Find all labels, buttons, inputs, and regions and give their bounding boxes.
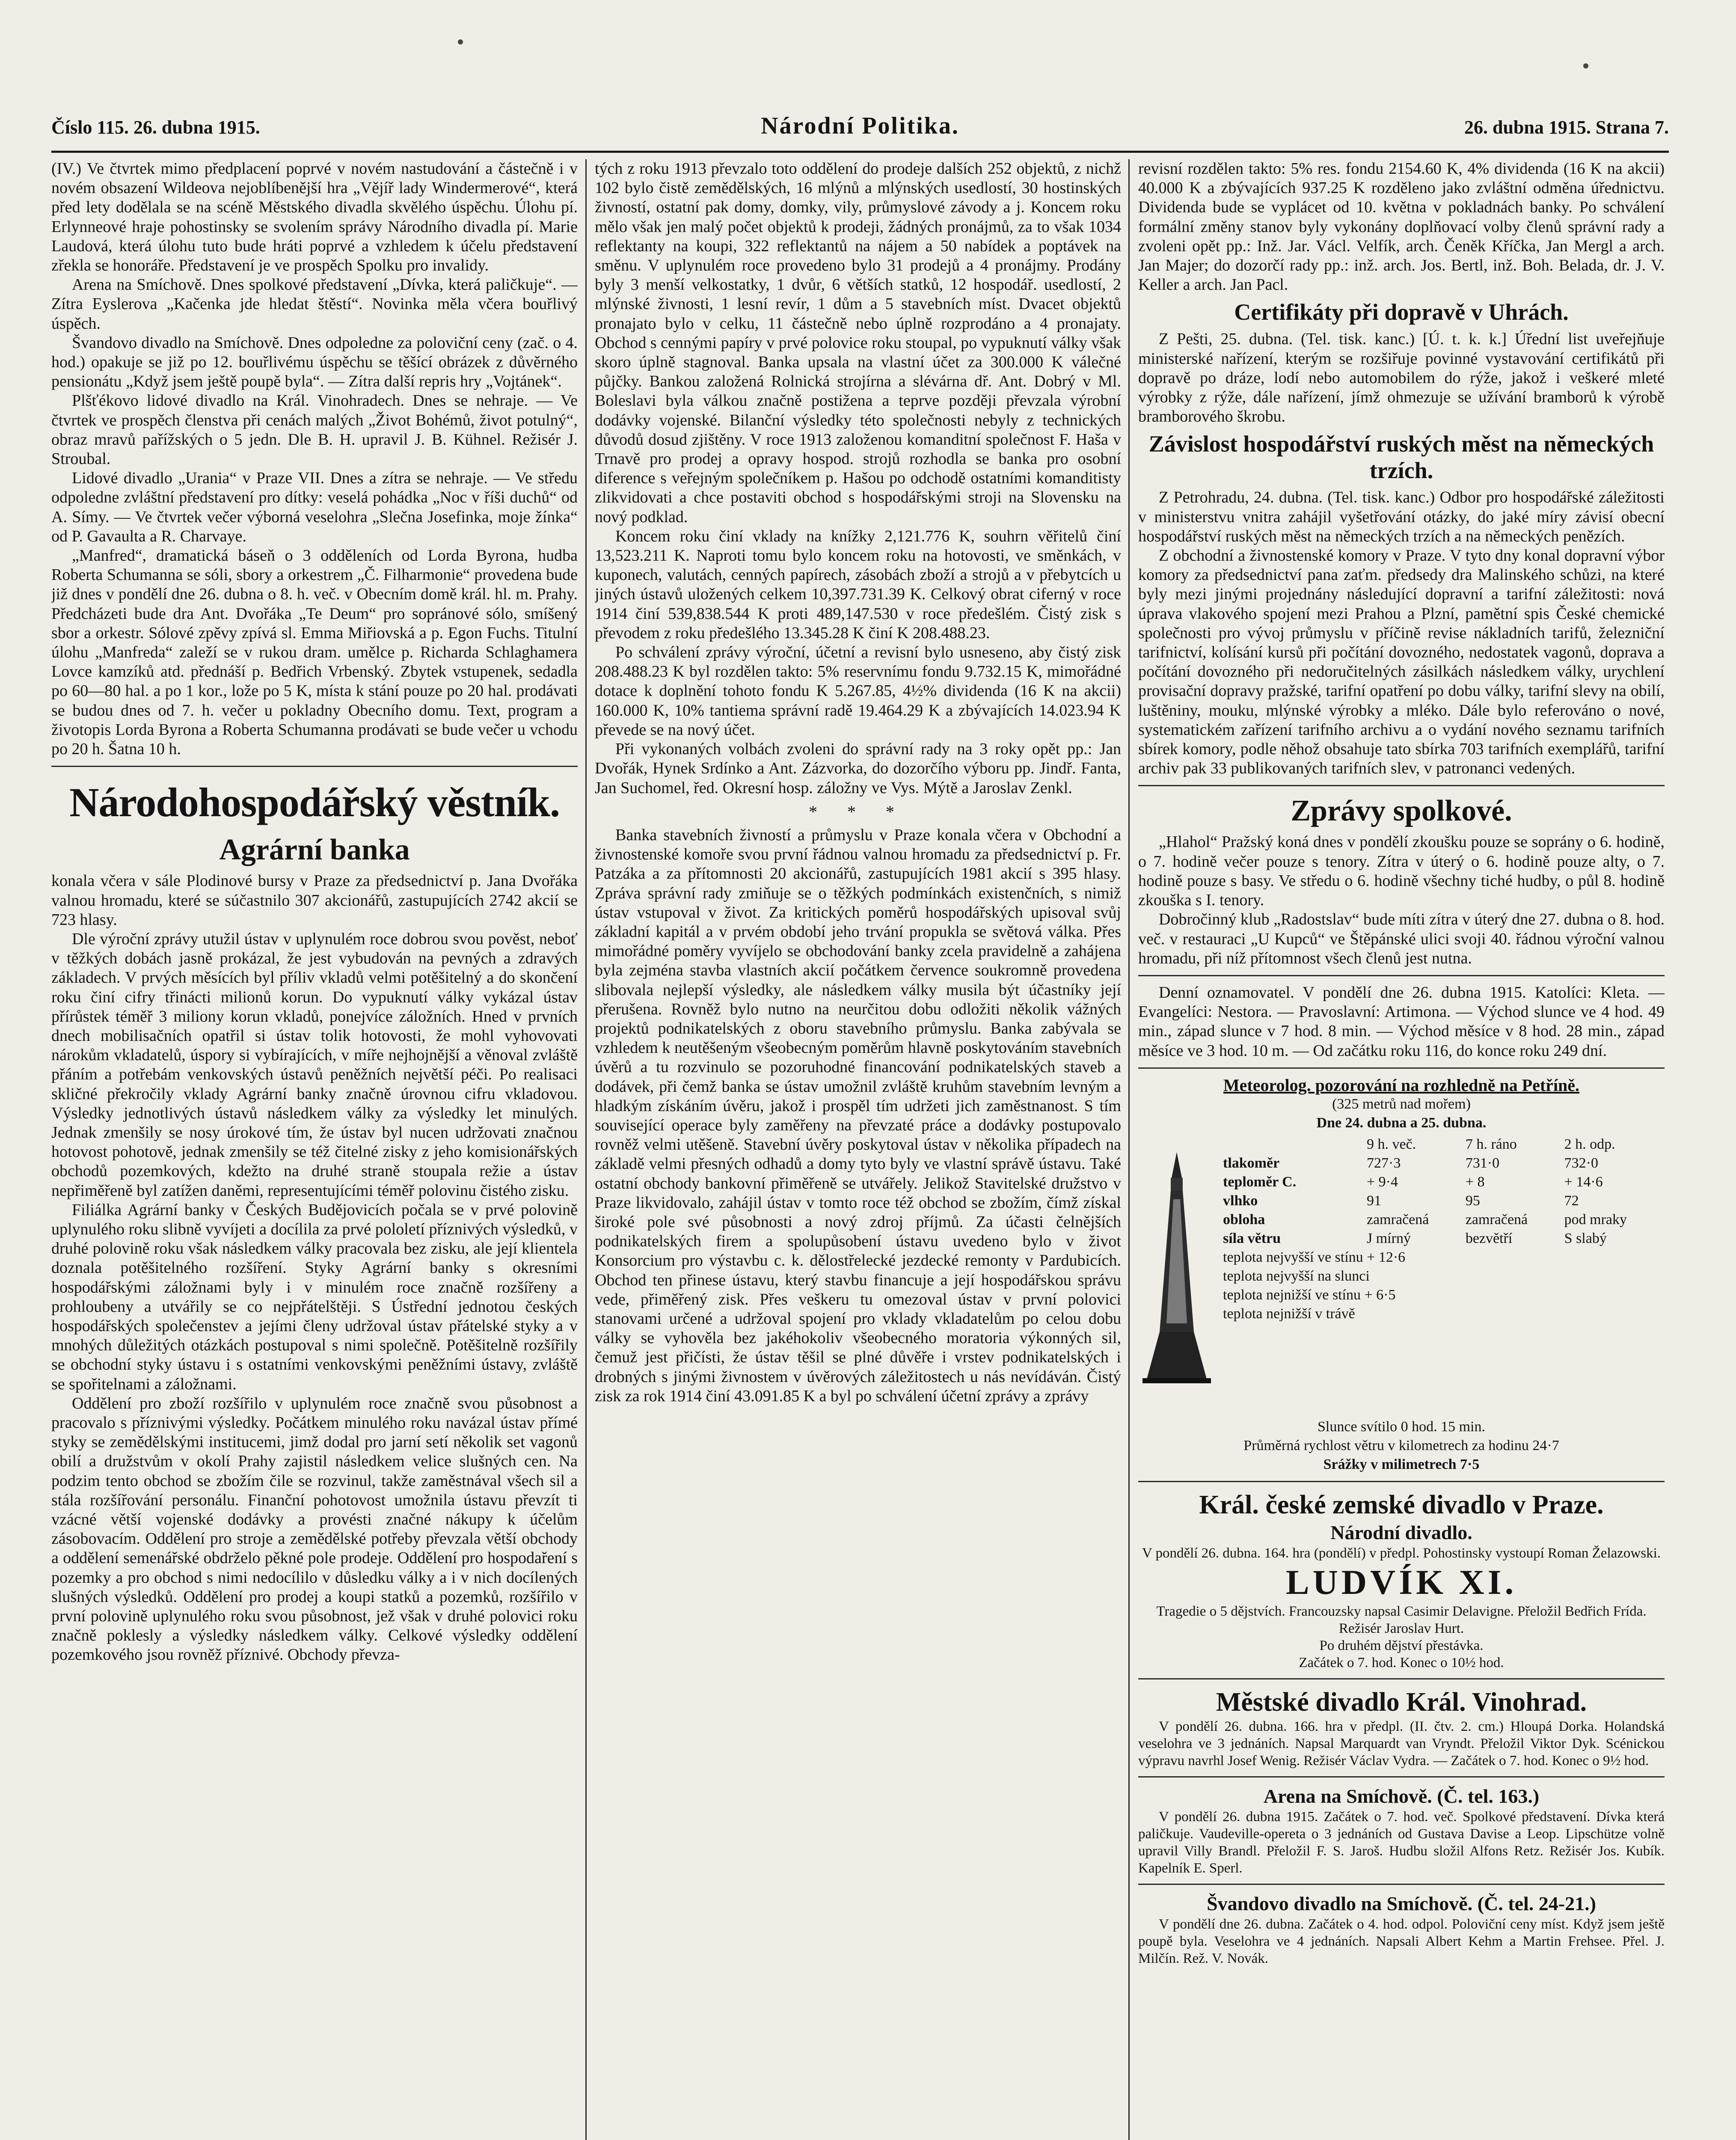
- meteo-extra: Slunce svítilo 0 hod. 15 min.: [1318, 1418, 1485, 1435]
- article-title: Agrární banka: [219, 833, 410, 867]
- page-date-number: 26. dubna 1915. Strana 7.: [1464, 117, 1669, 138]
- theatre-title: Městské divadlo Král. Vinohrad.: [1216, 1687, 1587, 1717]
- theatre-title: Švandovo divadlo na Smíchově. (Č. tel. 24-21.): [1207, 1892, 1596, 1914]
- issue-number: Číslo 115. 26. dubna 1915.: [51, 117, 260, 138]
- petrin-tower-icon: [1142, 1152, 1211, 1383]
- theatre-note-1: (IV.) Ve čtvrtek mimo předplacení poprvé v novém nastudování a částečně i v novém obsazení Wildeova nejoblíbenější hra „Vějíř lady Windermerové“, která před lety dodělala se na scéně Městského divadla skvělého úspěchu. Úlohu pí. Erlynneové hraje pohostinsky se svolením správy Národního divadla pí. Marie Laudová, která úlohu tuto bude hráti poprvé a vzhledem k účelu představení zřekla se honoráře. Představení je ve prospěch Spolku pro invalidy.: [51, 160, 578, 275]
- article-paragraph: Po schválení zprávy výroční, účetní a revisní bylo usneseno, aby čistý zisk 208.488.23 K byl rozdělen takto: 5% reservnímu fondu 9.732.15 K, mimořádné dotace k doplnění tohoto fondu K 5.267.85, 4½% dividenda (16 K na akcii) 160.000 K, 10% tantiema správní radě 19.464.29 K a zbývajících 14.023.94 K převede se na nový účet.: [595, 643, 1121, 739]
- article-paragraph: konala včera v sále Plodinové bursy v Praze za předsednictví p. Jana Dvořáka valnou hromadu, které se súčastnilo 307 akcionářů, zastupujících 2742 akcií se 723 hlasy.: [51, 872, 578, 929]
- theatre-text: V pondělí 26. dubna. 164. hra (pondělí) v předpl. Pohostinsky vystoupí Roman Želazowski.: [1142, 1545, 1661, 1561]
- article-paragraph: revisní rozdělen takto: 5% res. fondu 2154.60 K, 4% dividenda (16 K na akcii) 40.000 K a zbývajících 937.25 K rozděleno jako zvláštní odměna úřednictvu. Dividenda bude se vyplácet od 10. května v pokladnách banky. Po schválení formální změny stanov byly vykonány doplňovací volby členů správní rady a zvoleni opět pp.: Inž. Jar. Václ. Velfík, arch. Čeněk Kříčka, Jan Mergl a arch. Jan Majer; do dozorčí rady pp.: inž. arch. Jos. Bertl, inž. Boh. Belada, dr. J. V. Keller a arch. Jan Pacl.: [1138, 160, 1665, 294]
- theatre-text: V pondělí 26. dubna 1915. Začátek o 7. hod. več. Spolkové představení. Dívka která paličkuje. Vaudeville-opereta o 3 jednáních od Gustava Davise a Leop. Lipschütze volně upravil Villy Brandl. Přeložil F. S. Jaroš. Hudbu složil Alfons Retz. Režisér Jos. Kubík. Kapelník E. Sperl.: [1138, 1809, 1665, 1876]
- theatre-note-2: Arena na Smíchově. Dnes spolkové představení „Dívka, která paličkuje“. — Zítra Eyslerova „Kačenka jde hledat štěstí“. Novinka měla včera bouřlivý úspěch.: [51, 276, 578, 333]
- article-title: Certifikáty při dopravě v Uhrách.: [1234, 299, 1569, 325]
- newspaper-title: Národní Politika.: [761, 113, 959, 139]
- meteo-block: [1138, 1135, 1665, 1418]
- section-title: Zprávy spolkové.: [1291, 794, 1512, 828]
- section-rule: [1138, 785, 1665, 786]
- theatre-note-5: Lidové divadlo „Urania“ v Praze VII. Dnes a zítra se nehraje. — Ve středu odpoledne zvláštní představení pro dítky: veselá pohádka „Noc v říši duchů“ od A. Símy. — Ve čtvrtek večer výborná veselohra „Slečna Josefinka, moje žínka“ od P. Gavaulta a R. Charvaye.: [51, 469, 578, 545]
- meteo-row: obloha zamračená zamračená pod mraky: [1223, 1211, 1627, 1228]
- meteo-col-header: 2 h. odp.: [1564, 1136, 1615, 1152]
- theatre-text: Tragedie o 5 dějstvích. Francouzsky napsal Casimir Delavigne. Přeložil Bedřich Frída. Režisér Jaroslav Hurt.: [1156, 1603, 1647, 1636]
- theatre-subtitle: Národní divadlo.: [1330, 1521, 1472, 1543]
- article-paragraph: Z Pešti, 25. dubna. (Tel. tisk. kanc.) [Ú. t. k. k.] Úřední list uveřejňuje ministerské nařízení, kterým se rozšiřuje povinné vystavování certifikátů při dopravě po dráze, lodí nebo automobilem do rýže, jakož i veškeré mleté výrobky z rýže, dále nařízení, jímž ohmezuje se užívání bramborů k výrobě bramborového škrobu.: [1138, 330, 1665, 426]
- section-title: Národohospodářský věstník.: [69, 779, 560, 826]
- theatre-title: Arena na Smíchově. (Č. tel. 163.): [1263, 1785, 1540, 1807]
- theatre-title: Král. české zemské divadlo v Praze.: [1199, 1490, 1604, 1519]
- meteo-row: síla větru J mírný bezvětří S slabý: [1223, 1230, 1607, 1246]
- column-divider: [585, 159, 587, 2140]
- column-divider: [1128, 159, 1130, 2140]
- section-rule: [1138, 1678, 1665, 1679]
- section-rule: [1138, 1884, 1665, 1885]
- article-paragraph: Z obchodní a živnostenské komory v Praze. V tyto dny konal dopravní výbor komory za předsednictví pana zaťm. předsedy dra Malinského schůzi, na které byly mezi jinými projednány následující dopravní a tarifní záležitosti: nová úprava vlakového spojení mezi Prahou a Plzní, pamětní spis České chemické společnosti pro vývoj průmyslu v příčině revise nákladních tarifů, železniční tarifnictví, kolísání kursů při počítání dovozného, nedostatek vagonů, doprava a počítání dovozného při nedoručitelných zásilkách následkem války, urychlení provisační dopravy pražské, tarifní opatření po dobu války, tarifní slevy na obilí, luštěniny, mouku, mlýnské výrobky a mléko. Dále bylo referováno o nové, systematickém zařízení tarifního archivu a o vydání nového seznamu tarifních sbírek komory, podle něhož obsahuje tato sbírka 703 tarifních exemplářů, tarifní archiv pak 33 publikovaných tarifních slev, v patronanci vedených.: [1138, 547, 1665, 778]
- scan-speck: [1583, 63, 1588, 68]
- article-paragraph: Při vykonaných volbách zvoleni do správní rady na 3 roky opět pp.: Jan Dvořák, Hynek Srdínko a Ant. Zázvorka, do dozorčího výboru pp. Jindř. Fanta, Jan Suchomel, řed. Okresní hosp. záložny ve Vys. Mýtě a Jaroslav Zenkl.: [595, 740, 1121, 797]
- theatre-text: V pondělí dne 26. dubna. Začátek o 4. hod. odpol. Poloviční ceny míst. Když jsem ještě poupě byla. Veselohra ve 4 jednáních. Napsali Albert Kehm a Martin Frehsee. Přel. J. Milčín. Rež. V. Novák.: [1138, 1916, 1665, 1966]
- column-1: [51, 159, 578, 2140]
- club-note: „Hlahol“ Pražský koná dnes v pondělí zkoušku pouze se soprány o 6. hodině, o 7. hodině večer pouze s tenory. Zítra v úterý o 6. hodině pouze alty, o 7. hodině pouze s basy. Ve středu o 6. hodině všechny tiché hudby, o půl 8. hodině zkouška s I. tenory.: [1138, 833, 1665, 910]
- article-paragraph: Filiálka Agrární banky v Českých Budějovicích počala se v prvé polovině uplynulého roku slibně vyvíjeti a docílila za prvé pololetí příznivých výsledků, v druhé polovině roku však následkem války pracovala bez zisku, ale její klientela doznala potěšitelného rozšíření. Styky Agrární banky s okresními hospodářskými záložnami byly i v minulém roce značně rozšířeny a prohloubeny a utvářily se co nejpřátelštěji. S Ústřední jednotou českých hospodářských společenstev a jejími členy udržoval ústav přátelské styky a v mnohých důležitých otázkách postupoval s nimi společně. Potěšitelně rozšířily se obchodní styky ústavu i s ostatními venkovskými peněžními ústavy, zvláště se spořitelnami a záložnami.: [51, 1201, 578, 1393]
- article-paragraph: Koncem roku činí vklady na knížky 2,121.776 K, souhrn věřitelů činí 13,523.211 K. Naproti tomu bylo koncem roku na hotovosti, ve směnkách, v kuponech, valutách, cenných papírech, zásobách zboží a strojů a v přebytcích u jiných ústavů uložených celkem 10,397.731.39 K. Celkový obrat ciferný v roce 1914 činí 539,838.544 K proti 489,147.530 v roce předešlém. Čistý zisk s převodem z roku předešlého 13.345.28 K činí K 208.488.23.: [595, 527, 1121, 642]
- meteo-row: tlakoměr 727·3 731·0 732·0: [1223, 1155, 1598, 1171]
- section-rule: [1138, 975, 1665, 976]
- meteo-extra: teplota nejvyšší na slunci: [1223, 1268, 1370, 1284]
- article-paragraph: tých z roku 1913 převzalo toto oddělení do prodeje dalších 252 objektů, z nichž 102 bylo čistě zemědělských, 16 mlýnů a mlýnských usedlostí, 30 hostinských živností, ostatní pak domy, domky, vily, průmyslové závody a j. Koncem roku mělo však jen malý počet objektů k prodeji, žádných pronájmů, za to však 1034 reflektanty na koupi, 322 reflektantů na nájem a 50 nabídek a poptávek na směnu. V uplynulém roce provedeno bylo 31 prodejů a 4 pronájmy. Prodány byly 3 menší velkostatky, 1 dvůr, 6 větších statků, 12 hospodář. usedlostí, 2 mlýnské živnosti, 1 lesní revír, 1 dům a 5 stavebních míst. Dvacet objektů pronajato bylo v celku, 11 částečně nebo úplně rozprodáno a 4 pronajaty. Obchod s cennými papíry v prvé polovice roku stoupal, po vypuknutí války však skoro úplně stagnoval. Banka upsala na vlastní účet za 300.000 K válečné půjčky. Bankou založená Rolnická strojírna a slévárna dř. Ant. Dobrý v Ml. Boleslavi byla válkou značně postižena a teprve později převzala výrobní dodávky vojenské. Bilanční výsledky této společnosti nebyly z technických důvodů dosud zjištěny. V roce 1913 založenou komanditní společnost F. Haša v Trnavě pro prodej a opravy hospod. strojů rozhodla se banka pro osobní diference s veřejným společníkem p. Hašou po odchodě ostatními komanditisty zlikvidovati a chce postaviti obchod s hospodářskými stroji na Slovensku na nový podklad.: [595, 160, 1121, 526]
- theatre-text: Po druhém dějství přestávka.: [1319, 1638, 1484, 1653]
- theatre-text: V pondělí 26. dubna. 166. hra v předpl. (II. čtv. 2. cm.) Hloupá Dorka. Holandská veselohra ve 3 jednáních. Napsal Marquardt van Vryndt. Přeložil Viktor Dyk. Scénickou výpravu navrhl Josef Wenig. Režisér Václav Vydra. — Začátek o 7. hod. Konec o 9½ hod.: [1138, 1718, 1665, 1768]
- scan-speck: [458, 39, 463, 45]
- meteo-altitude: (325 metrů nad mořem): [1332, 1096, 1471, 1112]
- meteo-extra: teplota nejvyšší ve stínu + 12·6: [1223, 1249, 1406, 1265]
- article-title: Závislost hospodářství ruských měst na německých trzích.: [1148, 431, 1654, 484]
- meteo-row: teploměr C. + 9·4 + 8 + 14·6: [1223, 1174, 1603, 1190]
- column-3: [1138, 159, 1665, 2140]
- meteo-table: [1220, 1135, 1660, 1323]
- section-rule: [1138, 1481, 1665, 1482]
- page-header: [51, 112, 1669, 151]
- article-paragraph: Dle výroční zprávy utužil ústav v uplynulém roce dobrou svou pověst, neboť v těžkých dobách jasně prokázal, že jest vybudován na pevných a zdravých základech. V prvých měsících byl příliv vkladů velmi potěšitelný a do skončení roku činí cifry třinácti milionů korun. Do vypuknutí války vykázal ústav přírůstek téměř 3 miliony korun vkladů, ponejvíce záložních. Hned v prvních dnech mobilisačních opatřil si ústav tolik hotovosti, že mohl vyhovovati nárokům vkladatelů, úspory si vybírajících, v míře nejhojnější a věnoval zvláště přáním a potřebám venkovských ústavů peněžních největší péči. Po realisaci skličné překročily vklady Agrární banky značně úrovnou cifru vkladovou. Výsledky jednotlivých ústavů následkem války za výsledky let minulých. Jednak zmenšily se nosy úrokové tím, že ústav byl nucen udržovati značnou hotovost pohotově, jednak zmenšily se též čitelné zisky z jeho komisionářských obchodů pozemkových, kdežto na druhé straně stoupala režie a ústav nepřiměřeně byl zatížen daněmi, representujícími téměř polovinu čistého zisku.: [51, 930, 578, 1200]
- club-note: Dobročinný klub „Radostslav“ bude míti zítra v úterý dne 27. dubna o 8. hod. več. v restauraci „U Kupců“ ve Štěpánské ulici svoji 40. řádnou výroční valnou hromadu, při níž přítomnost všech členů jest nutna.: [1138, 910, 1665, 967]
- meteo-col-header: 7 h. ráno: [1465, 1136, 1517, 1152]
- meteo-extra: Srážky v milimetrech 7·5: [1323, 1456, 1480, 1472]
- theatre-note-6: „Manfred“, dramatická báseň o 3 odděleních od Lorda Byrona, hudba Roberta Schumanna se sóli, sbory a orkestrem „Č. Filharmonie“ provedena bude již dnes v pondělí dne 26. dubna o 8. h. več. v Obecním domě král. hl. m. Prahy. Předcházeti bude dra Ant. Dvořáka „Te Deum“ pro sopránové sólo, smíšený sbor a orkestr. Sólové zpěvy zpívá sl. Emma Miřiovská a p. Egon Fuchs. Titulní úlohu „Manfreda“ zaleží se v rukou dram. umělce p. Richarda Schlaghamera Lovce kamzíků atd. přednáší p. Bedřich Vrbenský. Zbytek vstupenek, sedadla po 60—80 hal. a po 1 kor., lože po 5 K, místa k stání pouze po 20 hal. prodávati se budou dnes od 7. h. večer u pokladny Obecního domu. Text, program a životopis Lorda Byrona a Roberta Schumanna prodávati se bude večer u vchodu po 20 h. Šatna 10 h.: [51, 547, 578, 758]
- theatre-note-3: Švandovo divadlo na Smíchově. Dnes odpoledne za poloviční ceny (zač. o 4. hod.) opakuje se již po 12. bouřlivému úspěchu se těšící obrázek z důvěrného pensionátu „Když jsem ještě poupě byla“. — Zítra další repris hry „Vojtánek“.: [51, 333, 578, 391]
- article-paragraph: Banka stavebních živností a průmyslu v Praze konala včera v Obchodní a živnostenské komoře svou první řádnou valnou hromadu za předsednictví p. Fr. Patzáka a za přítomnosti 20 akcionářů, zastupujících 1981 akcií s 395 hlasy. Zpráva správní rady zmiňuje se o těžkých podmínkách existenčních, s nimiž ústav vstupoval v život. Za kritických poměrů hospodářských upisoval svůj základní kapitál a v prvém období jeho trvání propukla se světová válka. Přes mimořádné poměry vyvíjelo se obchodování banky zcela pravidelně a zahájena byla zejména stavba vlastních akcií počátkem července soukromně provedena slibovala nejlepší výsledky, ale následkem války musila být účastníky její přerušena. Rovněž bylo nutno na neurčitou dobu odložiti několik vážných projektů podnikatelských z oboru stavebního průmyslu. Banka zabývala se vzhledem k neutěšeným všeobecným poměrům hlavně poskytováním stavebních úvěrů a tu rozvinulo se pozoruhodné financování podnikatelských staveb a dodávek, při čemž banka se ústav umožnil zvláště kruhům stavebním levným a hladkým získáním úvěru, jakož i prospěl tím udržeti jich zaměstnanost. S tím související operace byly zaměřeny na převzaté práce a dodávky postupovalo rovněž velmi utěšeně. Stavební úvěry poskytoval ústav v několika případech na základě velmi přesných odhadů a domy tyto byly ve vlastní správě ústavu. Také ostatní obchody bankovní přiměřeně se utvářely. Jelikož Stavitelské družstvo v Praze likvidovalo, zahájil ústav v tomto roce též obchod se zbožím, čímž získal široké pole své působnosti a nový zdroj příjmů. Za účasti čelnějších podnikatelských firem a spolupůsobení ústavu uvedeno bylo v život Konsorcium pro výstavbu c. k. dělostřelecké jezdecké remonty v Pardubicích. Obchod ten přinese ústavu, který stavbu financuje a její hospodářskou správu vede, přiměřený zisk. Přes veškeru tu omezoval ústav v první polovici stanovami určené a udržoval spojení pro vklady vkladatelům po celou dobu války se vyhověla bez jakéhokoliv všeobecného moratoria výkonných sil, čemuž jest přičísti, že ústav těšil se plné důvěře i vrstev podnikatelských i drobných s jinými živnostem v úvěrových záležitostech u nás nevídáván. Čistý zisk za rok 1914 činí 43.091.85 K a byl po schválení účetní zprávy a zprávy: [595, 826, 1121, 1405]
- theatre-text: Začátek o 7. hod. Konec o 10½ hod.: [1299, 1655, 1504, 1670]
- meteo-extra: teplota nejnižší ve stínu + 6·5: [1223, 1287, 1396, 1303]
- meteo-row: vlhko 91 95 72: [1223, 1192, 1579, 1209]
- section-rule: [1138, 1776, 1665, 1777]
- column-2: [595, 159, 1121, 2140]
- daily-notice: Denní oznamovatel. V pondělí dne 26. dubna 1915. Katolíci: Kleta. — Evangelíci: Nestora. — Pravoslavní: Artimona. — Východ slunce ve 4 hod. 49 min., západ slunce v 7 hod. 8 min. — Východ měsíce v 8 hod. 28 min., západ měsíce ve 3 hod. 10 m. — Od začátku roku 116, do konce roku 249 dní.: [1138, 983, 1665, 1060]
- meteo-col-header: 9 h. več.: [1367, 1136, 1416, 1152]
- meteo-title: Meteorolog. pozorování na rozhledně na Petříně.: [1223, 1075, 1580, 1095]
- section-rule: [1138, 1067, 1665, 1069]
- section-rule: [51, 766, 578, 767]
- article-paragraph: Z Petrohradu, 24. dubna. (Tel. tisk. kanc.) Odbor pro hospodářské záležitosti v ministerstvu vnitra zahájil vyšetřování otázky, do jaké míry závisí obecní hospodářství ruských měst na německých trzích a na německých penězích.: [1138, 488, 1665, 545]
- article-paragraph: Oddělení pro zboží rozšířilo v uplynulém roce značně svou působnost a pracovalo s příznivými výsledky. Počátkem minulého roku navázal ústav přímé styky se zemědělskými institucemi, jimž dodal pro jarní setí několik set vagonů obilí a družstvům v okolí Prahy zajistil následkem velice slušných cen. Na podzim tento obchod se zbožím čile se rozvinul, takže zaměstnával všech sil a stála rozšířování personálu. Finanční pohotovost umožnila ústavu převzít ti vzácné větší vojenské dodávky a provésti značné nákupy k účelům zásobovacím. Oddělení pro stroje a zemědělské potřeby převzala větší obchody a oddělení semenářské obdrželo pěkné pole prodeje. Oddělení pro hospodaření s pozemky a pro obchod s nimi nedocílilo v důsledku války a i v nich docílených slušných výsledků. Oddělení pro prodej a koupi statků a pozemků, rozšířilo v první polovině uplynulého roku svou působnost, jež však v druhé polovici roku značně poklesly a výsledky následkem války. Celkové výsledky oddělení pozemkového jsou rovněž příznivé. Obchody převza-: [51, 1394, 578, 1664]
- play-title: LUDVÍK XI.: [1285, 1562, 1517, 1602]
- meteo-dates: Dne 24. dubna a 25. dubna.: [1316, 1115, 1487, 1131]
- theatre-note-4: Plšťékovo lidové divadlo na Král. Vinohradech. Dnes se nehraje. — Ve čtvrtek ve prospěch členstva při cenách malých „Život Bohémů, život potulný“, obraz mravů pařížských o 5 jedn. Dle B. H. upravil J. B. Kühnel. Režisér J. Stroubal.: [51, 392, 578, 468]
- separator-stars: * * *: [809, 802, 907, 821]
- meteo-extra: teplota nejnižší v trávě: [1223, 1305, 1355, 1322]
- meteo-extra: Průměrná rychlost větru v kilometrech za hodinu 24·7: [1243, 1437, 1559, 1453]
- header-rule: [51, 151, 1669, 153]
